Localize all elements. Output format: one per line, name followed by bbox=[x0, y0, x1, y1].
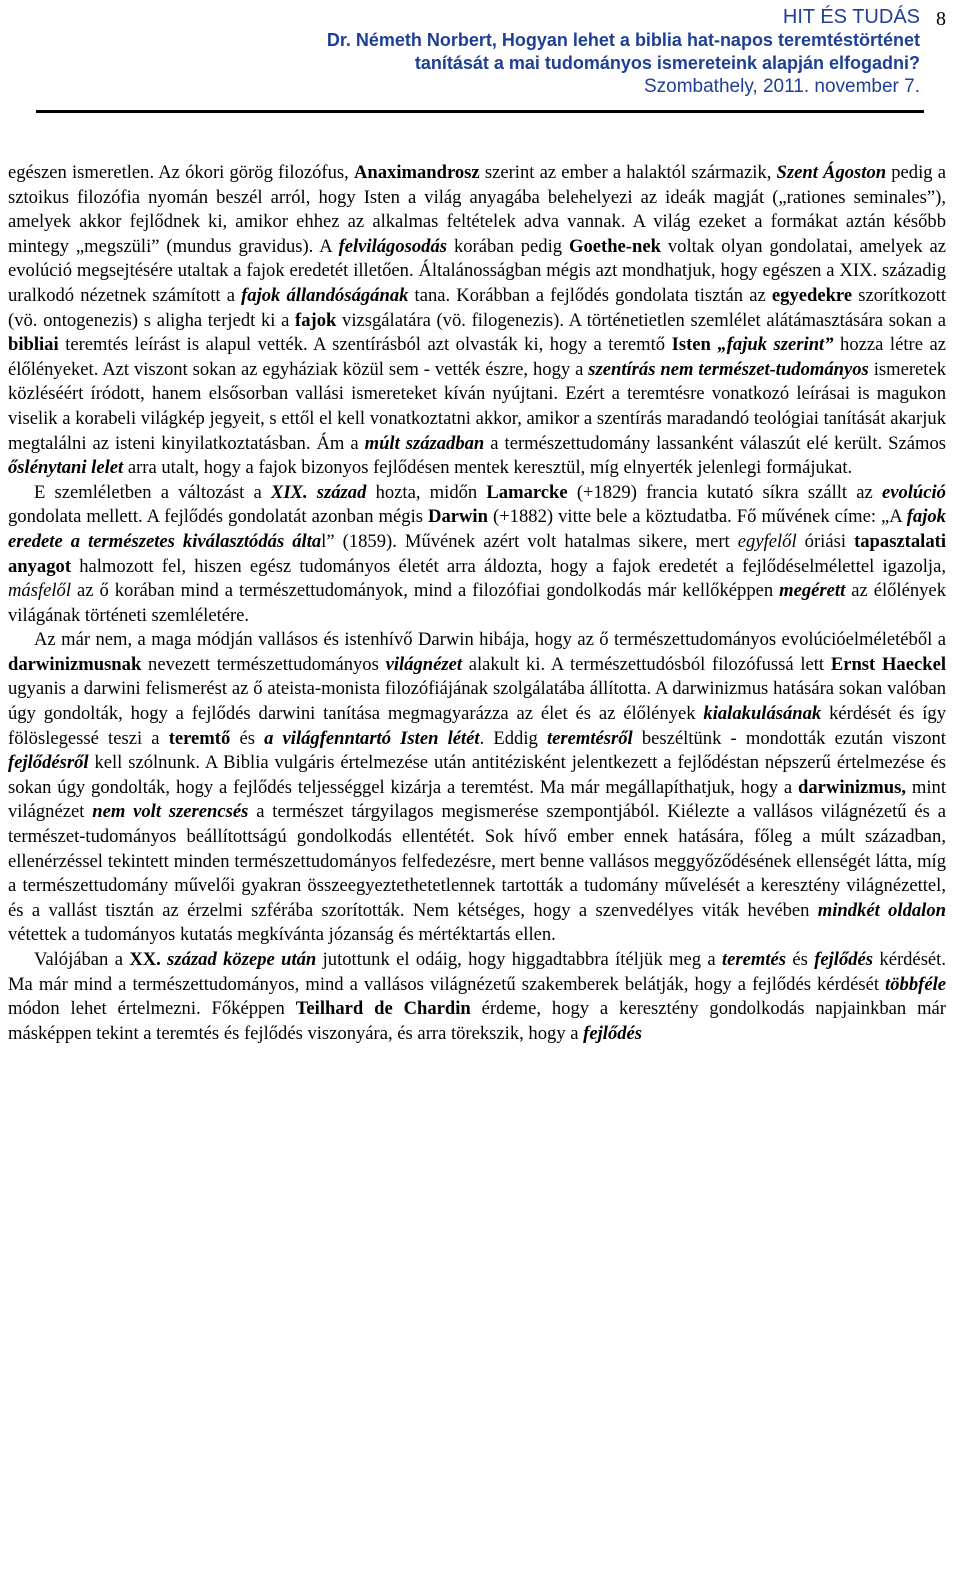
text-run: teremtésről bbox=[546, 727, 633, 749]
text-run: kérdését. Ma már mind a természettudományos, mind a vallásos világnézetű szakemberek belátják, hogy a fejlődés kérdését bbox=[8, 949, 946, 995]
text-run: kialakulásának bbox=[703, 703, 822, 725]
text-run: „fajuk szerint” bbox=[717, 334, 834, 356]
text-run: E szemléletben a változást a bbox=[34, 481, 271, 503]
text-run: (+1829) francia kutató síkra szállt az bbox=[567, 481, 882, 503]
header-author-title: Dr. Németh Norbert, Hogyan lehet a biblia hat-napos teremtéstörténet bbox=[326, 30, 920, 50]
text-run: múlt században bbox=[364, 432, 485, 454]
text-run: világnézet bbox=[385, 653, 462, 675]
text-run: és bbox=[230, 727, 265, 749]
text-run: fajok bbox=[295, 309, 337, 331]
text-run: tapasztalati anyagot bbox=[8, 530, 946, 577]
text-run: teremtés bbox=[721, 949, 786, 970]
text-run: őslénytani lelet bbox=[8, 457, 124, 479]
text-run: többféle bbox=[885, 973, 946, 995]
text-run: tana. Korábban a fejlődés gondolata tisztán az bbox=[408, 284, 772, 306]
text-run: nevezett természettudományos bbox=[141, 653, 386, 675]
text-run: (+1882) vitte bele a köztudatba. Fő művének címe: „A bbox=[487, 506, 907, 528]
text-run: arra utalt, hogy a fajok bizonyos fejlődésen mentek keresztül, míg elnyerték jelenlegi formájukat. bbox=[123, 457, 853, 479]
paragraph bbox=[8, 161, 946, 481]
text-run: bibliai bbox=[8, 334, 59, 356]
text-run: megérett bbox=[779, 580, 846, 602]
text-run: kérdését és így fölöslegessé teszi a bbox=[8, 703, 947, 749]
text-run: halmozott fel, hiszen egész tudományos életét arra áldozta, hogy a fajok eredetét a fejlődéselmélettel igazolja, bbox=[71, 555, 946, 577]
text-run: óriási bbox=[796, 530, 855, 552]
text-run: darwinizmusnak bbox=[8, 653, 142, 675]
text-run: módon lehet értelmezni. Főképpen bbox=[8, 998, 296, 1020]
text-run: az ő korában mind a természettudományok, mind a filozófiai gondolkodás már kellőképpen bbox=[71, 580, 780, 602]
text-run: korában pedig bbox=[447, 235, 569, 257]
text-run: és bbox=[785, 949, 815, 970]
text-run: teremtés leírást is alapul vették. A szentírásból azt olvasták ki, hogy a teremtő bbox=[58, 334, 672, 356]
text-run: jutottunk el odáig, hogy higgadtabbra ítéljük meg a bbox=[316, 949, 722, 970]
text-run: mindkét oldalon bbox=[817, 899, 946, 921]
text-run: pedig a sztoikus filozófia nyomán beszél arról, hogy Isten a világ anyagába belehelyezi az ideák magját („rationes seminales”), amelyek akkor fejlődnek ki, amikor ehhez az alkalmas feltételek adva vannak. A világ ezeket a formákat aztán később mintegy „megszüli” (mundus gravidus). A bbox=[8, 162, 946, 257]
text-run: hozza létre az élőlényeket. Azt viszont sokan az egyháziak közül sem - vették észre, hogy a bbox=[8, 334, 946, 380]
paragraph bbox=[8, 481, 946, 629]
text-run: Anaximandrosz bbox=[353, 162, 480, 183]
header-journal-title: HIT ÉS TUDÁS bbox=[782, 6, 920, 28]
text-run: szentírás nem természet-tudományos bbox=[588, 358, 869, 380]
text-run: voltak olyan gondolatai, amelyek az evolúció megsejtésére utaltak a fajok eredetét illetően. Általánosságban mégis azt mondhatjuk, hogy egészen a XIX. századig uralkodó nézetnek számított a bbox=[8, 235, 946, 306]
text-run: Szent Ágoston bbox=[776, 162, 887, 183]
text-run: beszéltünk - mondották ezután viszont bbox=[632, 727, 946, 749]
text-run: fejlődés bbox=[583, 1022, 643, 1044]
text-run: fajok eredete a természetes kiválasztódás álta bbox=[8, 506, 946, 552]
paragraph bbox=[8, 948, 946, 1046]
text-run: Isten bbox=[671, 334, 718, 356]
header-title-continued: tanítását a mai tudományos ismereteink alapján elfogadni? bbox=[414, 53, 920, 73]
text-run: vétettek a tudományos kutatás megkívánta józanság és mértéktartás ellen. bbox=[8, 924, 556, 946]
text-run: fejlődésről bbox=[8, 752, 89, 774]
text-run: másfelől bbox=[8, 580, 72, 602]
text-run: Teilhard de Chardin bbox=[295, 998, 471, 1020]
text-run: . Eddig bbox=[479, 727, 547, 749]
text-run: a természettudomány lassanként válaszút elé került. Számos bbox=[484, 432, 946, 454]
text-run: Darwin bbox=[428, 506, 488, 528]
text-run: fejlődés bbox=[814, 949, 874, 970]
text-run: hozta, midőn bbox=[366, 481, 487, 503]
text-run: egészen ismeretlen. Az ókori görög filozófus, bbox=[8, 162, 354, 183]
text-run: teremtő bbox=[168, 727, 231, 749]
header-place-date: Szombathely, 2011. november 7. bbox=[643, 76, 920, 97]
text-run: alakult ki. A természettudósból filozófussá lett bbox=[462, 653, 831, 675]
text-run: Az már nem, a maga módján vallásos és istenhívő Darwin hibája, hogy az ő természettudományos evolúcióelméletéből a bbox=[34, 629, 946, 651]
text-run: érdeme, hogy a keresztény gondolkodás napjainkban már másképpen tekint a teremtés és fejlődés viszonyára, és arra törekszik, hogy a bbox=[8, 998, 946, 1044]
text-run: XX. bbox=[129, 949, 168, 970]
page-header bbox=[327, 6, 920, 98]
text-run: század közepe után bbox=[167, 949, 317, 970]
text-run: ismeretek közléséért íródott, hanem elsősorban vallási ismereteket kíván nyújtani. Ezért a teremtésre vonatkozó leírásai is magukon viselik a korabeli világkép jegyeit, s ettől el kell vonatkoztatni akkor, amikor a szentírás maradandó teológiai tanítását akarjuk megtalálni az isteni kinyilatkoztatásban. Ám a bbox=[8, 358, 946, 454]
text-run: darwinizmus, bbox=[798, 776, 907, 798]
text-run: Lamarcke bbox=[486, 481, 568, 503]
header-divider bbox=[36, 110, 924, 113]
text-run: nem volt szerencsés bbox=[92, 801, 249, 823]
text-run: felvilágosodás bbox=[338, 235, 448, 257]
text-run: kell szólnunk. A Biblia vulgáris értelmezése után antitézisként jelentkezett a fejlődéstan népszerű értelmezése és sokan úgy gondolták, hogy a fejlődés teljességgel kizárja a teremtést. Ma már megállapíthatjuk, hogy a bbox=[8, 752, 946, 798]
text-run: az élőlények világának történeti szemléletére. bbox=[8, 580, 946, 626]
text-run: Goethe-nek bbox=[569, 235, 661, 257]
text-run: vizsgálatára (vö. filogenezis). A történetietlen szemlélet alátámasztására sokan a bbox=[336, 309, 946, 331]
text-run: a világfenntartó Isten létét bbox=[264, 727, 480, 749]
paragraph bbox=[8, 628, 946, 948]
text-run: Ernst Haeckel bbox=[830, 653, 946, 675]
document-body bbox=[8, 161, 946, 1046]
text-run: mint világnézet bbox=[8, 776, 946, 823]
text-run: ugyanis a darwini felismerést az ő ateista-monista filozófiájának szolgálatába állította. A darwinizmus hatására sokan valóban úgy gondolták, hogy a fejlődés darwini tanítása megmagyarázza az élet és az élőlények bbox=[8, 678, 946, 725]
text-run: a természet tárgyilagos megismerése szempontjából. Kiélezte a vallásos világnézetű és a természet-tudományos beállítottságú gondolkodás ellentétét. Sok hívő ember ennek hatására, főleg a múlt században, ellenérzéssel tekintett minden természettudományos felfedezésre, mert benne vallásos meggyőződésének ellenségét látta, míg a természettudomány művelői gyakran összeegyeztethetetlennek tartották a tudomány művelését a keresztény világnézettel, és a vallást tisztán az érzelmi szférába szorították. Nem kétséges, hogy a szenvedélyes viták hevében bbox=[8, 801, 946, 921]
text-run: egyfelől bbox=[737, 530, 797, 552]
text-run: szorítkozott (vö. ontogenezis) s aligha terjedt ki a bbox=[8, 284, 947, 331]
text-run: szerint az ember a halaktól származik, bbox=[479, 162, 777, 183]
text-run: Valójában a bbox=[34, 949, 130, 970]
text-run: l” (1859). Művének azért volt hatalmas sikere, mert bbox=[321, 530, 738, 552]
text-run: gondolata mellett. A fejlődés gondolatát azonban mégis bbox=[8, 506, 429, 528]
text-run: evolúció bbox=[881, 481, 946, 503]
text-run: egyedekre bbox=[771, 284, 853, 306]
page-number: 8 bbox=[936, 8, 946, 30]
text-run: fajok állandóságának bbox=[241, 284, 409, 306]
text-run: XIX. század bbox=[270, 481, 367, 503]
